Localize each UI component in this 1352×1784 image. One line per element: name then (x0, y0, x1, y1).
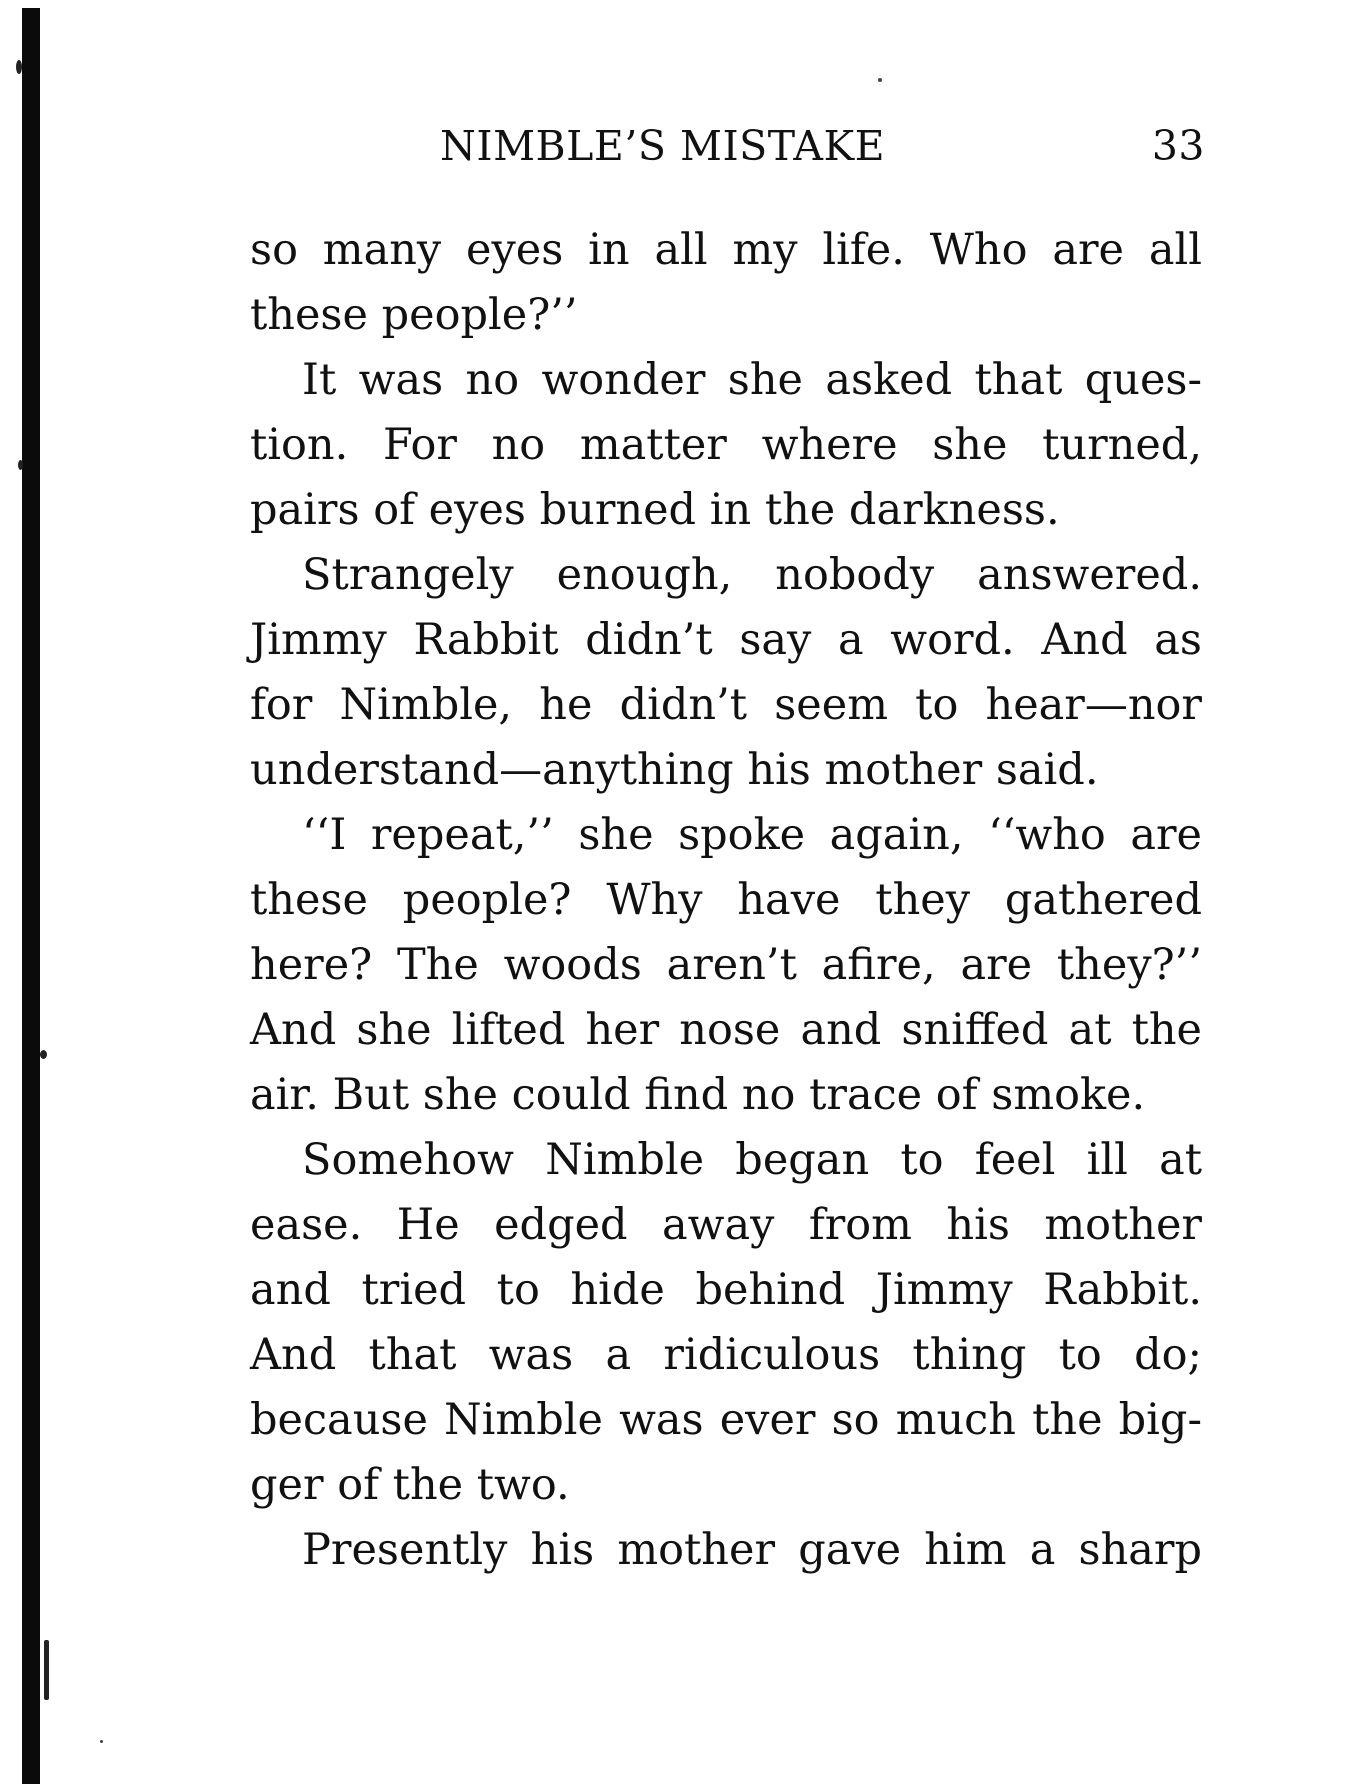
page-binding-edge (22, 8, 40, 1784)
running-title: NIMBLE’S MISTAKE (440, 122, 886, 170)
text-line: for Nimble, he didn’t seem to hear—nor (250, 680, 1202, 730)
binding-speck (16, 60, 22, 74)
text-line: and tried to hide behind Jimmy Rabbit. (250, 1265, 1202, 1315)
text-line: these people? Why have they gathered (250, 875, 1202, 925)
running-head (250, 122, 1205, 174)
text-line: Strangely enough, nobody answered. (302, 550, 1202, 600)
text-line: Presently his mother gave him a sharp (302, 1525, 1202, 1575)
text-line: ease. He edged away from his mother (250, 1200, 1202, 1250)
text-line: Jimmy Rabbit didn’t say a word. And as (250, 615, 1202, 665)
text-line: tion. For no matter where she turned, (250, 420, 1202, 470)
text-line: air. But she could find no trace of smoke. (250, 1070, 1146, 1120)
binding-speck (40, 1050, 47, 1059)
text-line: pairs of eyes burned in the darkness. (250, 485, 1060, 535)
text-line: And that was a ridiculous thing to do; (250, 1330, 1202, 1380)
paper-speck (878, 78, 882, 82)
text-line: ‘‘I repeat,’’ she spoke again, ‘‘who are (302, 810, 1202, 860)
text-line: because Nimble was ever so much the big- (250, 1395, 1202, 1445)
binding-speck (44, 1640, 49, 1700)
text-line: so many eyes in all my life. Who are all (250, 225, 1202, 275)
paper-speck (100, 1740, 103, 1743)
text-line: It was no wonder she asked that ques- (302, 355, 1202, 405)
text-line: And she lifted her nose and sniffed at the (250, 1005, 1202, 1055)
text-line: these people?’’ (250, 290, 578, 340)
body-text (250, 218, 1202, 1583)
text-line: Somehow Nimble began to feel ill at (302, 1135, 1202, 1185)
binding-speck (18, 460, 23, 470)
page-number: 33 (1151, 122, 1205, 170)
text-line: ger of the two. (250, 1460, 570, 1510)
text-line: understand—anything his mother said. (250, 745, 1099, 795)
text-line: here? The woods aren’t afire, are they?’’ (250, 940, 1202, 990)
